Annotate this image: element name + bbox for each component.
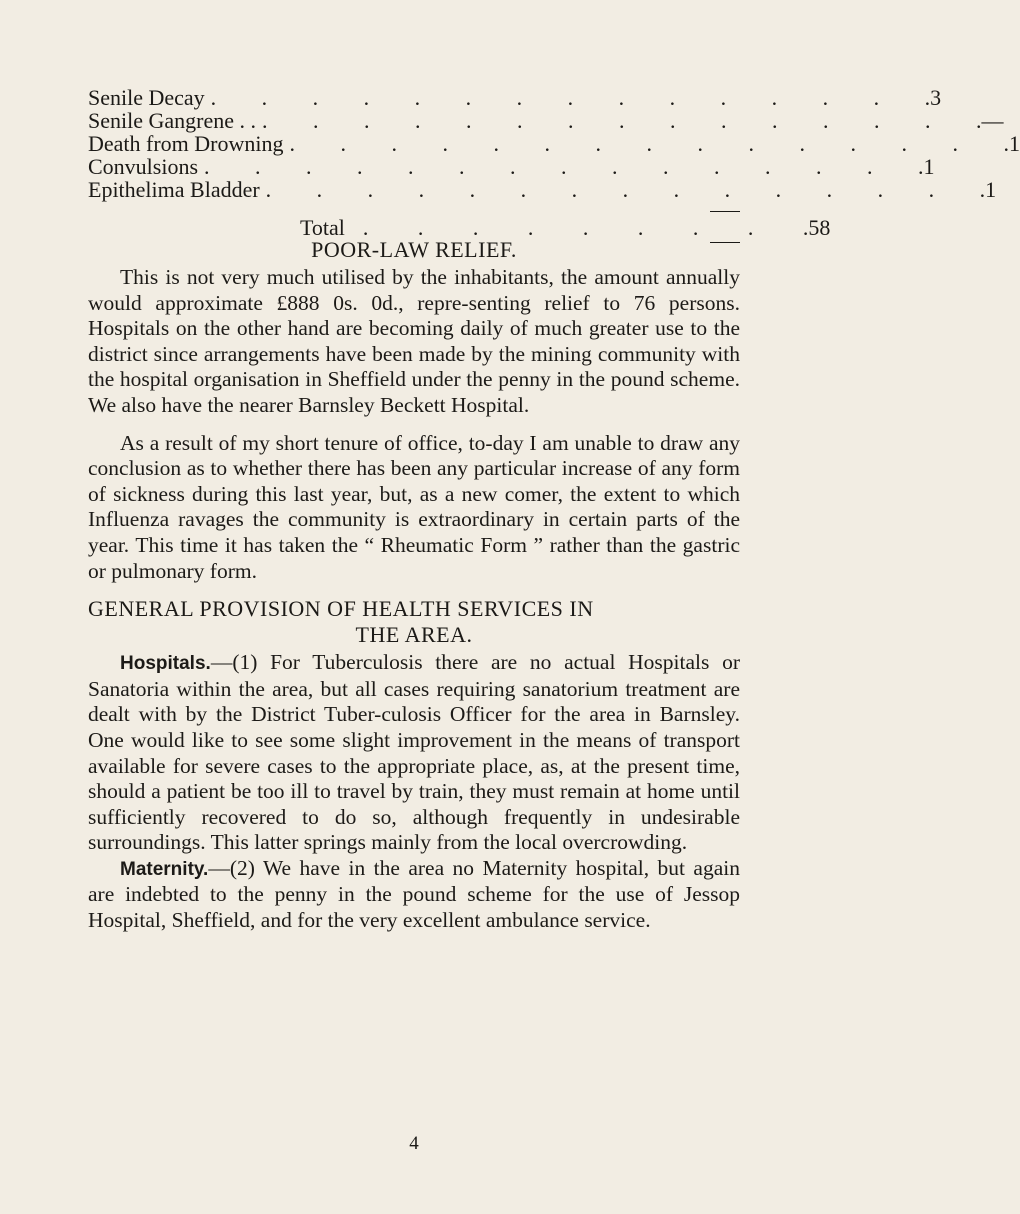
table-row (88, 177, 997, 202)
section-heading-general-provision-line-2: THE AREA. (355, 622, 473, 648)
leader-dots: . . . . . . . . . . . . . . . (204, 154, 924, 179)
total-value: 58 (808, 215, 831, 240)
paragraph-poor-law-2: As a result of my short tenure of office, to-day I am unable to draw any conclusion as to whether there has been any particular increase of any form of sickness during this last year, but, as a new comer, the extent to which Influenza ravages the community is extraordinary in certain parts of the year. This time it has taken the “ Rheumatic Form ” rather than the gastric or pulmonary form. (88, 430, 740, 583)
paragraph-hospitals (88, 650, 740, 856)
leader-dots: . . . . . . . . . . . . . . . (265, 177, 986, 202)
paragraph-maternity (88, 856, 740, 934)
leader-dots: . . . . . . . . . . . . . . . (262, 108, 982, 133)
page-number: 4 (409, 1133, 419, 1154)
cause-count: 1 (923, 154, 935, 179)
table-row (88, 85, 942, 110)
total-label: Total (300, 215, 345, 240)
cause-name: Senile Gangrene . . (88, 108, 256, 133)
hospitals-text: —(1) For Tuberculosis there are no actual Hospitals or Sanatoria within the area, but all cases requiring sanatorium treatment are dealt with by the District Tuber-culosis Officer for the area in Barnsley. One would like to see some slight improvement in the means of transport available for severe cases to the appropriate place, as, at the present time, should a patient be too ill to travel by train, they must remain at home until sufficiently recovered to do so, although frequently in undesirable surroundings. This latter springs mainly from the local overcrowding. (88, 650, 740, 855)
maternity-lead-in: Maternity. (120, 858, 209, 880)
leader-dots: . . . . . . . . . . . . . . . (289, 131, 1010, 156)
causes-of-death-table (88, 85, 1020, 243)
maternity-text: —(2) We have in the area no Maternity hospital, but again are indebted to the penny in the pound scheme for the use of Jessop Hospital, Sheffield, and for the very excellent ambulance service. (88, 855, 740, 933)
paragraph-poor-law-1: This is not very much utilised by the inhabitants, the amount annually would approximate £888 0s. 0d., repre-senting relief to 76 persons. Hospitals on the other hand are becoming daily of much greater use to the district since arrangements have been made by the mining community with the hospital organisation in Sheffield under the penny in the pound scheme. We also have the nearer Barnsley Beckett Hospital. (88, 265, 740, 417)
cause-count: — (981, 108, 1004, 133)
total-rule-top (710, 211, 740, 212)
cause-count: 1 (985, 177, 997, 202)
section-heading-poor-law: POOR-LAW RELIEF. (311, 237, 517, 262)
table-row (88, 154, 935, 179)
table-row (88, 108, 1004, 133)
section-heading-general-provision: GENERAL PROVISION OF HEALTH SERVICES IN (88, 596, 594, 622)
cause-name: Senile Decay (88, 85, 205, 110)
cause-name: Death from Drowning (88, 131, 284, 156)
hospitals-lead-in: Hospitals. (120, 653, 211, 675)
leader-dots: . . . . . . . . . (362, 215, 809, 240)
table-row (88, 131, 1020, 156)
cause-name: Epithelima Bladder (88, 177, 260, 202)
cause-name: Convulsions (88, 154, 199, 179)
cause-count: 1 (1009, 131, 1020, 156)
cause-count: 3 (930, 85, 942, 110)
document-page (88, 85, 1020, 1154)
leader-dots: . . . . . . . . . . . . . . . (210, 85, 931, 110)
